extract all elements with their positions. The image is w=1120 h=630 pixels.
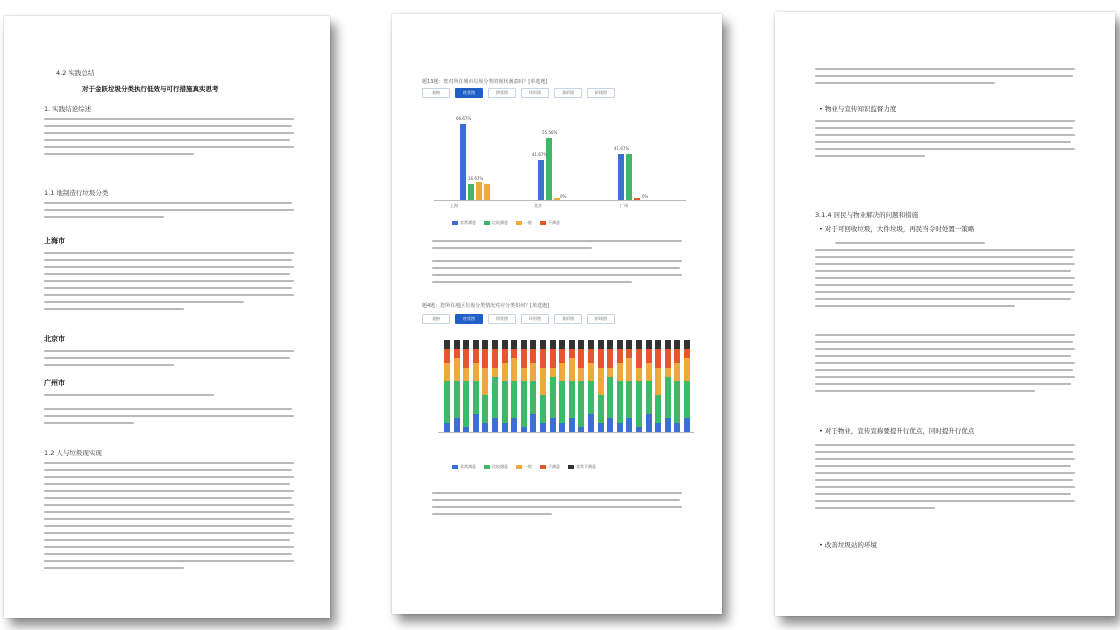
x-tick-label: 北京 — [534, 203, 542, 208]
city-heading-guangzhou: 广州市 — [44, 379, 65, 387]
heading-1: 1. 实践结论综述 — [44, 105, 92, 113]
stacked-bar-segment — [674, 423, 680, 432]
chart1-tabs — [422, 88, 615, 98]
stacked-bar-chart-2 — [422, 332, 702, 462]
tab-strip[interactable]: 条形图 — [554, 314, 582, 324]
stacked-bar-segment — [511, 418, 517, 432]
city-heading-shanghai: 上海市 — [44, 237, 65, 245]
tab-pie[interactable]: 饼状图 — [488, 314, 516, 324]
legend-item: 不满意 — [540, 464, 560, 470]
stacked-bar-segment — [684, 418, 690, 432]
stacked-bar-segment — [463, 349, 469, 367]
paragraph-p3-5 — [815, 444, 1075, 514]
stacked-bar-segment — [684, 340, 690, 349]
stacked-bar-segment — [473, 363, 479, 381]
stacked-bar-segment — [626, 418, 632, 432]
stacked-bar-segment — [655, 395, 661, 423]
bar-label: 41.67% — [614, 146, 630, 151]
stacked-bar-segment — [559, 423, 565, 432]
stacked-bar-segment — [530, 381, 536, 413]
stacked-bar-segment — [578, 340, 584, 349]
stacked-bar-segment — [655, 423, 661, 432]
stacked-bar-segment — [646, 363, 652, 381]
bar-guangzhou-1 — [618, 154, 624, 200]
stacked-bar-segment — [626, 340, 632, 349]
stacked-bar-segment — [569, 381, 575, 418]
stacked-bar-segment — [511, 358, 517, 381]
stacked-bar-segment — [511, 340, 517, 349]
stacked-bar-segment — [569, 349, 575, 358]
x-axis — [438, 432, 694, 433]
stacked-bar-segment — [463, 381, 469, 427]
stacked-bar-segment — [646, 349, 652, 363]
stacked-bar-segment — [502, 423, 508, 432]
stacked-bar-segment — [598, 395, 604, 423]
stacked-bar-segment — [598, 368, 604, 396]
stacked-bar-segment — [511, 349, 517, 358]
stacked-bar-segment — [473, 381, 479, 413]
legend-item: 一般 — [516, 220, 532, 226]
stacked-bar-segment — [444, 340, 450, 349]
stacked-bar-segment — [454, 381, 460, 418]
stacked-bar-segment — [578, 368, 584, 382]
stacked-bar-segment — [540, 423, 546, 432]
bar-shanghai-4 — [484, 184, 490, 200]
stacked-bar-segment — [617, 363, 623, 381]
stacked-bar-segment — [626, 349, 632, 358]
stacked-bar-segment — [550, 368, 556, 377]
stacked-bar-segment — [502, 381, 508, 422]
paragraph-2 — [44, 202, 294, 223]
stacked-bar-segment — [588, 349, 594, 363]
bullet-1: • 物业与宣传知识监督力度 — [819, 105, 897, 113]
stacked-bar-segment — [578, 349, 584, 367]
stacked-bar-segment — [454, 340, 460, 349]
paragraph-mid-2 — [432, 260, 682, 288]
legend-item: 不满意 — [540, 220, 560, 226]
chart1-caption: 题13题：您对所在城市垃圾分类的现状满意吗？[单选题] — [422, 79, 548, 85]
document-page-3[interactable] — [775, 12, 1115, 616]
stacked-bar-segment — [626, 381, 632, 418]
stacked-bar-segment — [646, 381, 652, 413]
legend-item: 比较满意 — [484, 464, 508, 470]
stacked-bar-segment — [521, 368, 527, 382]
stacked-bar-segment — [646, 340, 652, 349]
legend-item: 非常满意 — [452, 464, 476, 470]
stacked-bar-segment — [607, 377, 613, 418]
stacked-bar-segment — [492, 349, 498, 367]
stacked-bar-segment — [444, 423, 450, 432]
bar-shanghai-3 — [476, 182, 482, 200]
paragraph-p3-2 — [815, 120, 1075, 162]
bar-label: 16.67% — [468, 176, 484, 181]
stacked-bar-segment — [521, 427, 527, 432]
stacked-bar-segment — [617, 340, 623, 349]
stacked-bar-segment — [626, 358, 632, 381]
tab-line[interactable]: 折线图 — [587, 88, 615, 98]
stacked-bar-segment — [684, 358, 690, 381]
stacked-bar-segment — [482, 340, 488, 349]
legend-item: 非常满意 — [452, 220, 476, 226]
stacked-bar-segment — [588, 414, 594, 432]
stacked-bar-segment — [674, 363, 680, 381]
tab-ring[interactable]: 环形图 — [521, 88, 549, 98]
chart1-legend — [452, 220, 560, 226]
stacked-bar-segment — [502, 340, 508, 349]
stacked-bar-segment — [665, 368, 671, 377]
stacked-bar-segment — [559, 381, 565, 422]
stacked-bar-segment — [463, 368, 469, 382]
stacked-bar-segment — [550, 349, 556, 367]
stacked-bar-segment — [492, 418, 498, 432]
stacked-bar-segment — [482, 423, 488, 432]
stacked-bar-segment — [598, 340, 604, 349]
section-label: 4.2 实践总结 — [56, 69, 95, 77]
stacked-bar-segment — [607, 340, 613, 349]
tab-table[interactable]: 表格 — [422, 314, 450, 324]
legend-item: 比较满意 — [484, 220, 508, 226]
paragraph-bottom — [432, 492, 682, 520]
stacked-bar-segment — [540, 340, 546, 349]
tab-bar[interactable]: 柱状图 — [455, 314, 483, 324]
stacked-bar-segment — [550, 377, 556, 418]
stacked-bar-segment — [444, 363, 450, 381]
stacked-bar-segment — [674, 381, 680, 422]
stacked-bar-segment — [540, 368, 546, 396]
stacked-bar-segment — [665, 418, 671, 432]
stacked-bar-segment — [636, 340, 642, 349]
paragraph-beijing — [44, 350, 294, 371]
bullet-4: • 改善垃圾站的环境 — [819, 541, 877, 549]
stacked-bar-segment — [530, 414, 536, 432]
stacked-bar-segment — [607, 418, 613, 432]
stacked-bar-segment — [463, 427, 469, 432]
stacked-bar-segment — [674, 340, 680, 349]
stacked-bar-segment — [530, 363, 536, 381]
stacked-bar-segment — [473, 340, 479, 349]
heading-2: 1.1 地制造行垃圾分类 — [44, 189, 109, 197]
tab-table[interactable]: 表格 — [422, 88, 450, 98]
legend-item: 一般 — [516, 464, 532, 470]
page-title: 对于金跃垃圾分类执行低效与可行措施真实思考 — [82, 85, 219, 93]
stacked-bar-segment — [502, 363, 508, 381]
stacked-bar-segment — [665, 349, 671, 367]
chart2-tabs — [422, 314, 615, 324]
stacked-bar-segment — [617, 423, 623, 432]
chart2-caption: 题4题：您所在地区垃圾分类情况对应分类如何？[单选题] — [422, 303, 550, 309]
bar-label: 66.67% — [456, 116, 472, 121]
stacked-bar-segment — [665, 377, 671, 418]
tab-line[interactable]: 折线图 — [587, 314, 615, 324]
bar-shanghai-1 — [460, 124, 466, 200]
stacked-bar-segment — [665, 340, 671, 349]
legend-item: 非常不满意 — [568, 464, 596, 470]
stacked-bar-segment — [530, 340, 536, 349]
stacked-bar-segment — [598, 423, 604, 432]
paragraph-3 — [44, 462, 294, 574]
stacked-bar-segment — [569, 358, 575, 381]
bar-label: 0% — [642, 194, 649, 199]
stacked-bar-segment — [588, 363, 594, 381]
stacked-bar-segment — [463, 340, 469, 349]
stacked-bar-segment — [559, 349, 565, 363]
tab-ring[interactable]: 环形图 — [521, 314, 549, 324]
stacked-bar-segment — [684, 381, 690, 418]
bar-guangzhou-2 — [626, 154, 632, 200]
stacked-bar-segment — [482, 368, 488, 396]
paragraph-shanghai — [44, 252, 294, 315]
stacked-bar-segment — [521, 349, 527, 367]
paragraph-mid-1 — [432, 240, 682, 254]
bar-guangzhou-3 — [634, 198, 640, 200]
stacked-bar-segment — [540, 349, 546, 367]
stacked-bar-segment — [444, 349, 450, 363]
stacked-bar-segment — [588, 340, 594, 349]
stacked-bar-segment — [569, 340, 575, 349]
stacked-bar-segment — [454, 349, 460, 358]
paragraph-p3-4 — [815, 334, 1075, 397]
stacked-bar-segment — [684, 349, 690, 358]
bar-label: 55.56% — [542, 130, 558, 135]
stacked-bar-segment — [550, 418, 556, 432]
stacked-bar-segment — [655, 340, 661, 349]
stacked-bar-segment — [636, 381, 642, 427]
bullet-3: • 对于物业，宣传宣称要提升行优点，同时提升行优点 — [819, 427, 975, 435]
stacked-bar-segment — [636, 349, 642, 367]
paragraph-p3-3 — [815, 242, 1075, 312]
x-tick-label: 上海 — [450, 203, 458, 208]
bullet-2: • 对于可回收垃圾，大件垃圾，再民当令时处置一策略 — [819, 225, 975, 233]
stacked-bar-segment — [521, 381, 527, 427]
document-page-2[interactable] — [392, 14, 722, 614]
x-tick-label: 广州 — [620, 203, 628, 208]
stacked-bar-segment — [655, 349, 661, 367]
stacked-bar-segment — [588, 381, 594, 413]
stacked-bar-segment — [646, 414, 652, 432]
document-page-1[interactable] — [4, 16, 330, 618]
heading-3: 1.2 人与垃圾现实现 — [44, 449, 102, 457]
stacked-bar-segment — [502, 349, 508, 363]
bar-label: 41.67% — [532, 152, 548, 157]
tab-strip[interactable]: 条形图 — [554, 88, 582, 98]
stacked-bar-segment — [617, 381, 623, 422]
stacked-bar-segment — [569, 418, 575, 432]
stacked-bar-segment — [492, 340, 498, 349]
chart2-legend — [452, 464, 672, 470]
paragraph-1 — [44, 118, 294, 160]
stacked-bar-segment — [473, 349, 479, 363]
stacked-bar-segment — [521, 340, 527, 349]
stacked-bar-segment — [636, 368, 642, 382]
bar-beijing-1 — [538, 160, 544, 200]
section-2: 3.1.4 居民与物业解决的问题和措施 — [815, 211, 919, 219]
city-heading-beijing: 北京市 — [44, 335, 65, 343]
bar-beijing-2 — [546, 138, 552, 200]
tab-bar[interactable]: 柱状图 — [455, 88, 483, 98]
stacked-bar-segment — [454, 358, 460, 381]
stacked-bar-segment — [482, 349, 488, 367]
stacked-bar-segment — [511, 381, 517, 418]
stacked-bar-segment — [607, 349, 613, 367]
stacked-bar-segment — [492, 377, 498, 418]
bar-chart-1 — [422, 104, 692, 216]
stacked-bar-segment — [550, 340, 556, 349]
stacked-bar-segment — [473, 414, 479, 432]
stacked-bar-segment — [492, 368, 498, 377]
stacked-bar-segment — [674, 349, 680, 363]
stacked-bar-segment — [454, 418, 460, 432]
stacked-bar-segment — [655, 368, 661, 396]
stacked-bar-segment — [636, 427, 642, 432]
bar-shanghai-2 — [468, 184, 474, 200]
paragraph-guangzhou — [44, 394, 294, 429]
stacked-bar-segment — [578, 427, 584, 432]
stacked-bar-segment — [482, 395, 488, 423]
bar-label: 0% — [560, 194, 567, 199]
stacked-bar-segment — [540, 395, 546, 423]
stacked-bar-segment — [530, 349, 536, 363]
stacked-bar-segment — [617, 349, 623, 363]
paragraph-p3-1 — [815, 68, 1075, 89]
stacked-bar-segment — [578, 381, 584, 427]
stacked-bar-segment — [444, 381, 450, 422]
stacked-bar-segment — [559, 363, 565, 381]
stacked-bar-segment — [559, 340, 565, 349]
tab-pie[interactable]: 饼状图 — [488, 88, 516, 98]
x-axis — [434, 200, 686, 201]
stacked-bar-segment — [607, 368, 613, 377]
stacked-bar-segment — [598, 349, 604, 367]
